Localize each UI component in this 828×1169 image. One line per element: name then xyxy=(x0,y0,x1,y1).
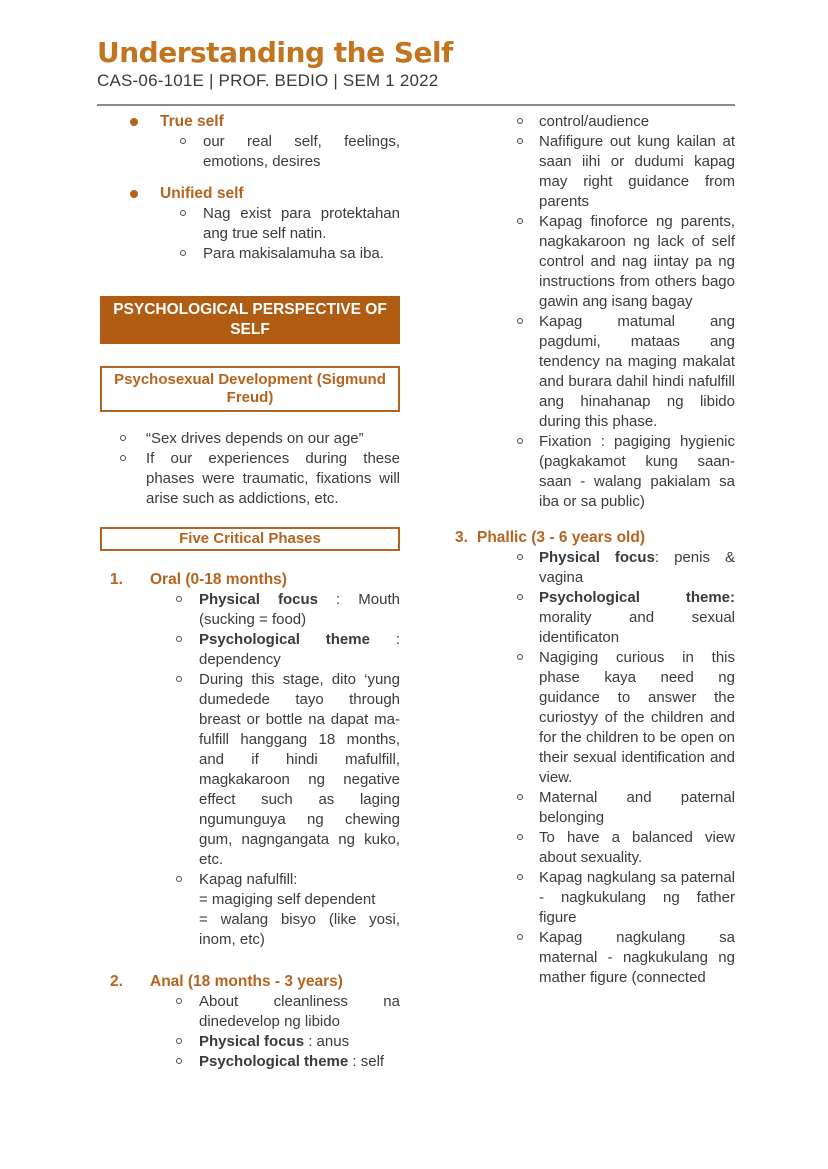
list-item-text: “Sex drives depends on our age” xyxy=(146,430,364,447)
hollow-bullet-icon xyxy=(176,998,182,1004)
list-item-text: Nafifigure out kung kailan at saan iihi or dudumi kapag may right guidance from parents xyxy=(539,133,735,210)
list-item xyxy=(176,590,400,630)
list-item xyxy=(517,312,735,432)
list-item-text xyxy=(199,1052,400,1072)
header-divider xyxy=(97,104,735,106)
list-number: 2. xyxy=(110,973,123,990)
hollow-bullet-icon xyxy=(176,1058,182,1064)
list-number: 3. xyxy=(455,529,468,546)
hollow-bullet-icon xyxy=(180,210,186,216)
hollow-bullet-icon xyxy=(120,435,126,441)
section-banner: PSYCHOLOGICAL PERSPECTIVE OF SELF xyxy=(100,296,400,344)
document-header xyxy=(0,0,828,106)
hollow-bullet-icon xyxy=(517,138,523,144)
text-rest: : anus xyxy=(304,1033,350,1050)
list-item-text: control/audience xyxy=(539,113,650,130)
left-column xyxy=(100,112,400,1072)
column-gap xyxy=(400,112,455,1072)
hollow-bullet-icon xyxy=(180,138,186,144)
list-item xyxy=(180,204,400,244)
list-item xyxy=(176,630,400,670)
filled-bullet-icon xyxy=(130,190,138,198)
bullet-heading: Unified self xyxy=(160,185,244,202)
list-item xyxy=(176,1052,400,1072)
bullet-heading: True self xyxy=(160,113,224,130)
list-item xyxy=(517,868,735,928)
text-line: Kapag nafulfill: xyxy=(199,871,298,888)
hollow-bullet-icon xyxy=(517,794,523,800)
list-item xyxy=(180,244,400,264)
page-subtitle: CAS-06-101E | PROF. BEDIO | SEM 1 2022 xyxy=(97,71,439,90)
list-number: 1. xyxy=(110,571,123,588)
list-item-text: Fixation : pagiging hygienic (pagkakamot kung saan-saan - walang pakialam sa iba or sa public) xyxy=(539,433,735,510)
list-item xyxy=(120,449,400,509)
hollow-bullet-icon xyxy=(517,218,523,224)
hollow-bullet-icon xyxy=(180,250,186,256)
bold-lead: Psychological theme xyxy=(199,1053,349,1070)
hollow-bullet-icon xyxy=(517,834,523,840)
list-item-text xyxy=(199,870,400,950)
list-item xyxy=(517,648,735,788)
list-item-text: our real self, feelings, emotions, desires xyxy=(203,133,400,170)
hollow-bullet-icon xyxy=(176,596,182,602)
text-rest: : dependency xyxy=(199,631,400,668)
phase-title: Anal (18 months - 3 years) xyxy=(150,973,343,990)
list-item xyxy=(517,928,735,988)
hollow-bullet-icon xyxy=(517,654,523,660)
hollow-bullet-icon xyxy=(176,1038,182,1044)
list-item-text: Kapag nagkulang sa maternal - nagkukulang ng mather figure (connected xyxy=(539,929,735,986)
numbered-heading-anal xyxy=(110,972,400,992)
list-item xyxy=(517,588,735,648)
list-item-text xyxy=(199,590,400,630)
list-item xyxy=(517,212,735,312)
list-item-text: If our experiences during these phases were traumatic, fixations will arise such as addictions, etc. xyxy=(146,450,400,507)
list-item-text: To have a balanced view about sexuality. xyxy=(539,829,735,866)
hollow-bullet-icon xyxy=(517,438,523,444)
bold-lead: Physical focus xyxy=(199,1033,305,1050)
list-item xyxy=(176,992,400,1032)
bold-lead: Physical focus xyxy=(199,591,318,608)
text-rest: : Mouth (sucking = food) xyxy=(199,591,400,628)
text-line: = magiging self dependent xyxy=(199,891,376,908)
list-item-text: Kapag matumal ang pagdumi, mataas ang tendency na maging makalat and burara dahil hindi nafulfill ang hinahanap ng libido during this phase. xyxy=(539,313,735,430)
text-rest: morality and sexual identificaton xyxy=(539,609,735,646)
bold-lead: Physical focus xyxy=(539,549,655,566)
list-item-text: Maternal and paternal belonging xyxy=(539,789,735,826)
phase-title: Oral (0-18 months) xyxy=(150,571,287,588)
hollow-bullet-icon xyxy=(176,876,182,882)
two-column-body xyxy=(0,112,828,1072)
filled-bullet-icon xyxy=(130,118,138,126)
list-item-unified-self xyxy=(130,184,400,204)
hollow-bullet-icon xyxy=(176,636,182,642)
list-item-text: Nag exist para protektahan ang true self natin. xyxy=(203,205,400,242)
list-item-text: Nagiging curious in this phase kaya need ng guidance to answer the curiostyy of the children and for the children to be open on their sexual identification and view. xyxy=(539,649,735,786)
list-item xyxy=(180,132,400,172)
bold-lead: Psychological theme: xyxy=(539,589,735,606)
phase-title: Phallic (3 - 6 years old) xyxy=(477,529,645,546)
list-item-text: Kapag nagkulang sa paternal - nagkukulang ng father figure xyxy=(539,869,735,926)
list-item xyxy=(517,112,735,132)
list-item-text xyxy=(539,548,735,588)
numbered-heading-phallic xyxy=(455,528,735,548)
list-item xyxy=(120,429,400,449)
list-item-text: Para makisalamuha sa iba. xyxy=(203,245,384,262)
bold-lead: Psychological theme xyxy=(199,631,370,648)
list-item-text: About cleanliness na dinedevelop ng libido xyxy=(199,993,400,1030)
list-item xyxy=(176,670,400,870)
section-heading-box: Psychosexual Development (Sigmund Freud) xyxy=(100,366,400,412)
hollow-bullet-icon xyxy=(517,874,523,880)
list-item xyxy=(517,788,735,828)
hollow-bullet-icon xyxy=(517,594,523,600)
list-item-text xyxy=(539,588,735,648)
text-line: = walang bisyo (like yosi, inom, etc) xyxy=(199,911,400,948)
list-item-text xyxy=(199,1032,400,1052)
list-item xyxy=(517,132,735,212)
hollow-bullet-icon xyxy=(517,318,523,324)
list-item-text xyxy=(199,630,400,670)
right-column xyxy=(455,112,735,1072)
list-item-text: Kapag finoforce ng parents, nagkakaroon ng lack of self control and nag iintay pa ng instructions from others bago gawin ang isang bagay xyxy=(539,213,735,310)
text-rest: : penis & vagina xyxy=(539,549,735,586)
list-item xyxy=(517,432,735,512)
list-item xyxy=(176,870,400,950)
hollow-bullet-icon xyxy=(176,676,182,682)
page-title: Understanding the Self xyxy=(97,36,453,69)
list-item xyxy=(517,828,735,868)
list-item xyxy=(517,548,735,588)
list-item xyxy=(176,1032,400,1052)
quote-list xyxy=(100,429,400,509)
text-rest: : self xyxy=(348,1053,385,1070)
hollow-bullet-icon xyxy=(517,554,523,560)
hollow-bullet-icon xyxy=(517,118,523,124)
hollow-bullet-icon xyxy=(517,934,523,940)
subsection-heading-box: Five Critical Phases xyxy=(100,527,400,551)
list-item-true-self xyxy=(130,112,400,132)
list-item-text: During this stage, dito ‘yung dumedede tayo through breast or bottle na dapat ma-fulfill hanggang 18 months, and if hindi mafulfill, magkakaroon ng negative effect such as laging ngumunguya ng chewing gum, nagngangata ng kuko, etc. xyxy=(199,671,400,868)
numbered-heading-oral xyxy=(110,570,400,590)
hollow-bullet-icon xyxy=(120,455,126,461)
